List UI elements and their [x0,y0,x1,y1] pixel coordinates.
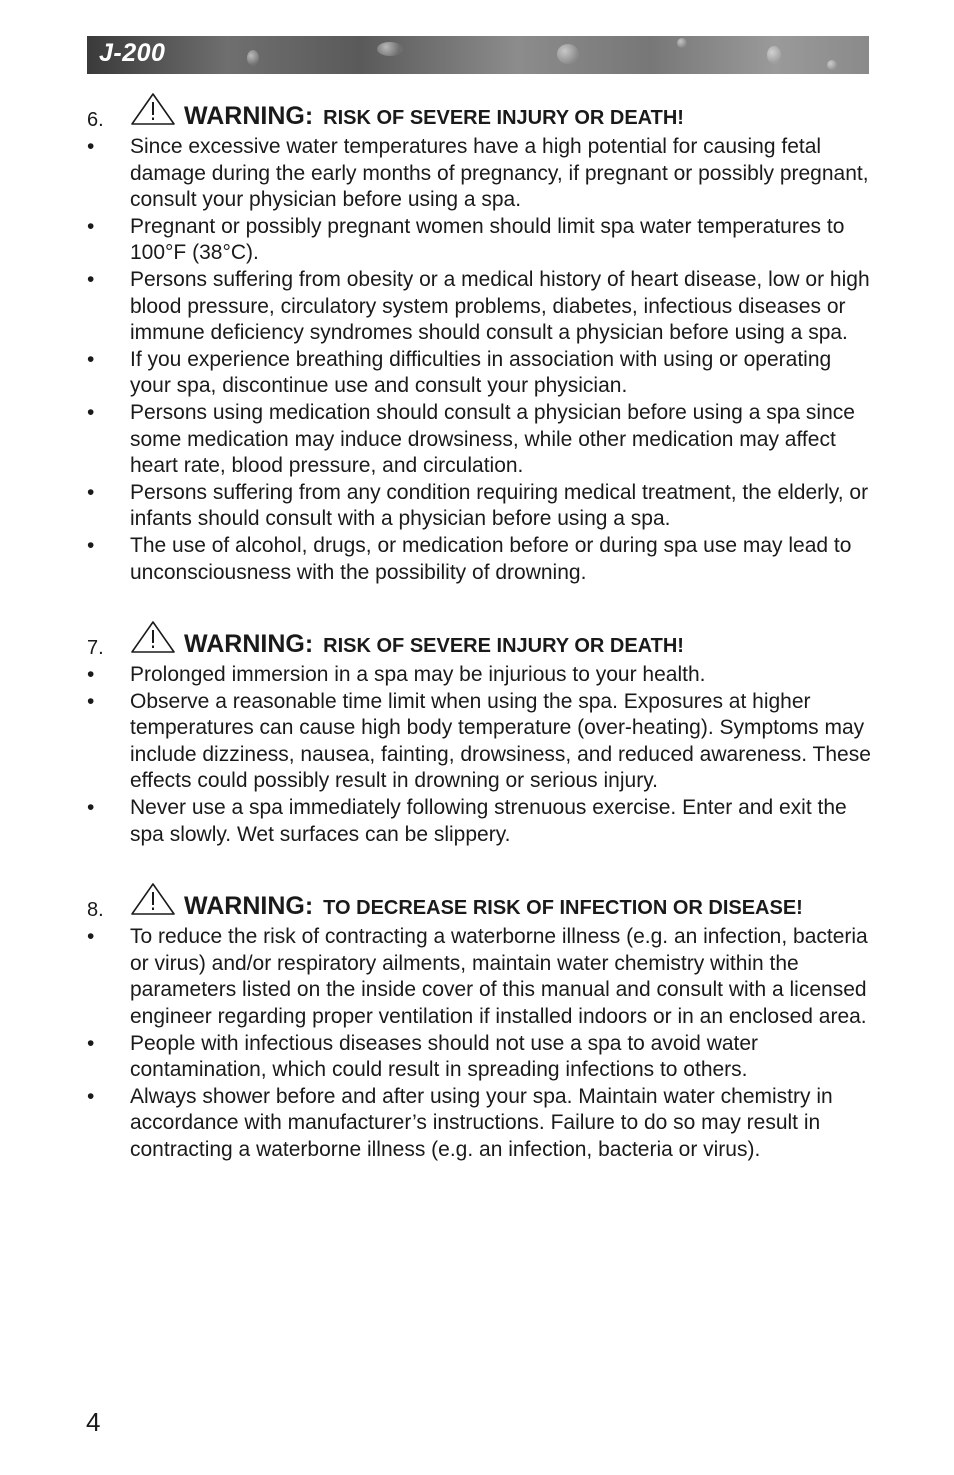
warning-triangle-icon [130,882,176,916]
bullet-item [87,795,872,848]
warning-heading [87,620,872,662]
bullet-item [87,924,872,1030]
document-title: J-200 [99,39,166,67]
bullet-marker: • [87,663,95,687]
warning-heading [87,882,872,924]
bullet-marker: • [87,214,95,238]
bullet-item [87,214,872,267]
bullet-marker: • [87,796,95,820]
bullet-marker: • [87,689,95,713]
bullet-item [87,134,872,214]
warning-risk-text: TO DECREASE RISK OF INFECTION OR DISEASE! [323,897,803,920]
bullet-text: Pregnant or possibly pregnant women should limit spa water temperatures to 100°F (38°C). [130,214,845,265]
bullet-text: Persons suffering from any condition requiring medical treatment, the elderly, or infants should consult with a physician before using a spa. [130,480,869,531]
water-droplet-decoration [767,46,781,64]
bullet-text: If you experience breathing difficulties in association with using or operating your spa, discontinue use and consult your physician. [130,347,832,398]
warning-section [87,92,872,586]
bullet-marker: • [87,1031,95,1055]
page-number: 4 [86,1407,101,1437]
warnings-content [87,92,872,1198]
warning-bullet-list [87,134,872,586]
bullet-marker: • [87,480,95,504]
bullet-item [87,533,872,586]
water-droplet-decoration [247,50,259,66]
bullet-text: Never use a spa immediately following strenuous exercise. Enter and exit the spa slowly. Wet surfaces can be slippery. [130,796,847,846]
warning-bullet-list [87,924,872,1163]
warning-label: WARNING: [184,630,314,659]
bullet-text: Observe a reasonable time limit when using the spa. Exposures at higher temperatures can cause high body temperature (over-heating). Symptoms may include dizziness, nausea, fainting, drowsiness, and reduced awareness. These effects could possibly result in drowning or serious injury. [130,689,871,793]
bullet-item [87,1084,872,1164]
bullet-text: The use of alcohol, drugs, or medication before or during spa use may lead to unconsciousness with the possibility of drowning. [130,533,852,584]
warning-triangle-icon [130,92,176,126]
bullet-item [87,480,872,533]
header-bar [87,36,869,74]
warning-label: WARNING: [184,892,314,921]
section-number: 7. [87,637,104,660]
bullet-text: Prolonged immersion in a spa may be injurious to your health. [130,663,706,687]
section-number: 6. [87,109,104,131]
water-droplet-decoration [377,42,403,56]
bullet-marker: • [87,347,95,371]
bullet-marker: • [87,267,95,291]
water-droplet-decoration [827,60,837,70]
bullet-text: People with infectious diseases should not use a spa to avoid water contamination, which could result in spreading infections to others. [130,1031,759,1082]
bullet-item [87,1031,872,1084]
bullet-item [87,689,872,795]
bullet-item [87,267,872,347]
warning-risk-text: RISK OF SEVERE INJURY OR DEATH! [323,107,684,129]
warning-triangle-icon [130,620,176,654]
water-droplet-decoration [677,38,687,48]
warning-bullet-list [87,662,872,848]
bullet-text: Always shower before and after using your spa. Maintain water chemistry in accordance with manufacturer’s instructions. Failure to do so may result in contracting a waterborne illness (e.g. an infection, bacteria or virus). [130,1084,833,1161]
bullet-text: Persons suffering from obesity or a medical history of heart disease, low or high blood pressure, circulatory system problems, diabetes, infectious diseases or immune deficiency syndromes should consult a physician before using a spa. [130,267,870,345]
bullet-text: To reduce the risk of contracting a waterborne illness (e.g. an infection, bacteria or virus) and/or respiratory ailments, maintain water chemistry within the parameters listed on the inside cover of this manual and consult with a licensed engineer regarding proper ventilation if installed indoors or in an enclosed area. [130,925,868,1029]
bullet-marker: • [87,1084,95,1108]
bullet-text: Persons using medication should consult a physician before using a spa since some medication may induce drowsiness, while other medication may affect heart rate, blood pressure, and circulation. [130,400,855,478]
warning-title [130,620,872,662]
bullet-item [87,662,872,689]
bullet-marker: • [87,400,95,424]
bullet-marker: • [87,925,95,949]
bullet-marker: • [87,135,95,158]
bullet-item [87,400,872,480]
warning-section [87,620,872,848]
warning-label: WARNING: [184,102,314,130]
bullet-item [87,347,872,400]
warning-title [130,882,872,924]
bullet-text: Since excessive water temperatures have a high potential for causing fetal damage during the early months of pregnancy, if pregnant or possibly pregnant, consult your physician before using a spa. [130,135,869,212]
water-droplet-decoration [557,44,579,64]
warning-risk-text: RISK OF SEVERE INJURY OR DEATH! [323,635,684,658]
bullet-marker: • [87,533,95,557]
warning-title [130,92,872,134]
warning-section [87,882,872,1163]
section-number: 8. [87,899,104,922]
warning-heading [87,92,872,134]
